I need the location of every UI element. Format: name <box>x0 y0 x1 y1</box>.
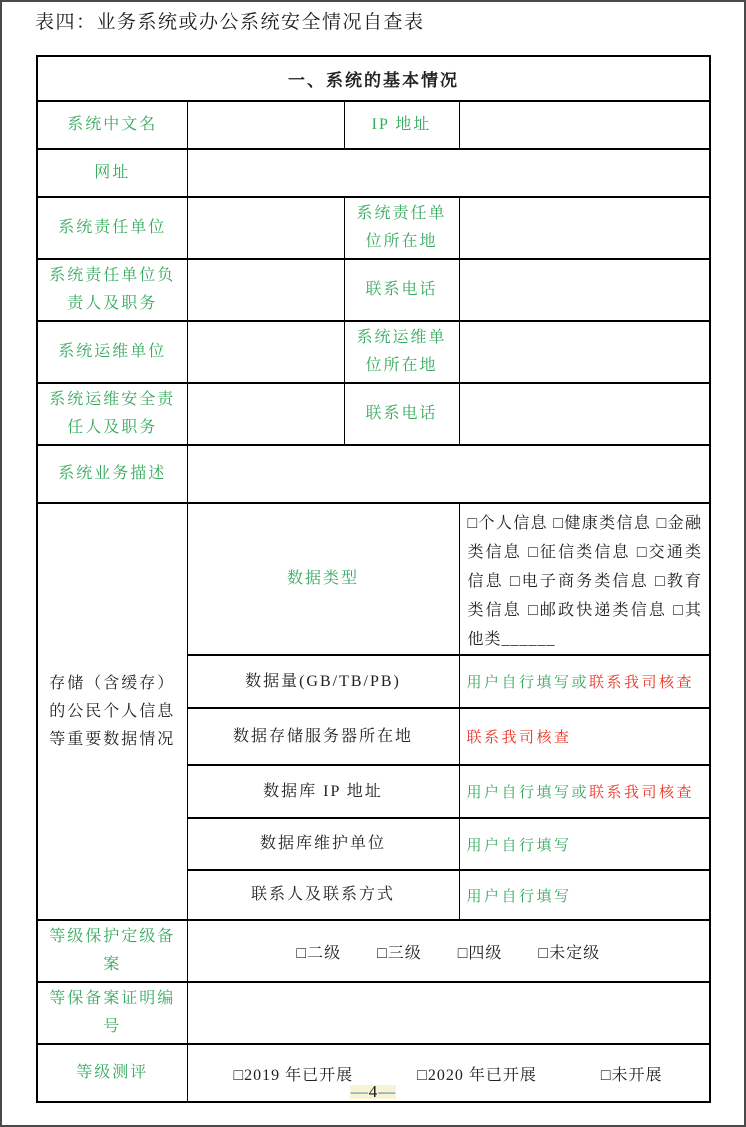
system-cn-name-input-cell[interactable] <box>187 101 344 149</box>
mlps-filing-options-cell <box>187 920 710 982</box>
note-contact-us-to-verify: 联系我司核查 <box>589 675 695 691</box>
label-contact-person: 联系人及联系方式 <box>187 870 459 920</box>
document-title: 表四：业务系统或办公系统安全情况自查表 <box>35 12 425 33</box>
ip-address-input-cell[interactable] <box>459 101 710 149</box>
label-system-cn-name: 系统中文名 <box>37 101 187 149</box>
label-database-maintenance-unit: 数据库维护单位 <box>187 818 459 870</box>
contact-phone-2-input-cell[interactable] <box>459 383 710 445</box>
note-fill-by-user: 用户自行填写 <box>466 888 572 905</box>
label-responsible-person: 系统责任单位负责人及职务 <box>37 259 187 321</box>
checkbox-option-not-started[interactable]: □未开展 <box>600 1066 663 1084</box>
label-data-volume: 数据量(GB/TB/PB) <box>187 655 459 708</box>
page-number-badge <box>350 1082 397 1101</box>
note-fill-by-user: 用户自行填写或 <box>466 675 590 691</box>
label-responsible-unit-location: 系统责任单位所在地 <box>344 197 459 259</box>
label-contact-phone: 联系电话 <box>344 259 459 321</box>
checkbox-option-2020-done[interactable]: □2020 年已开展 <box>417 1066 537 1084</box>
contact-phone-input-cell[interactable] <box>459 259 710 321</box>
responsible-person-input-cell[interactable] <box>187 259 344 321</box>
database-ip-value-cell[interactable] <box>459 765 710 818</box>
note-contact-us-to-verify: 联系我司核查 <box>466 730 572 746</box>
note-contact-us-to-verify: 联系我司核查 <box>589 785 695 801</box>
label-database-ip: 数据库 IP 地址 <box>187 765 459 818</box>
section-header: 一、系统的基本情况 <box>37 56 710 101</box>
footer-right-dash: — <box>378 1082 396 1101</box>
checkbox-option-level4[interactable]: □四级 <box>457 944 503 962</box>
note-fill-by-user: 用户自行填写 <box>466 837 572 854</box>
contact-person-value-cell[interactable] <box>459 870 710 920</box>
business-description-input-cell[interactable] <box>187 445 710 503</box>
ops-security-person-input-cell[interactable] <box>187 383 344 445</box>
label-ops-security-person: 系统运维安全责任人及职务 <box>37 383 187 445</box>
label-contact-phone-2: 联系电话 <box>344 383 459 445</box>
ops-unit-location-input-cell[interactable] <box>459 321 710 383</box>
storage-server-location-value-cell[interactable] <box>459 708 710 765</box>
label-ip-address: IP 地址 <box>344 101 459 149</box>
mlps-certificate-number-input-cell[interactable] <box>187 982 710 1044</box>
label-storage-data-section: 存储（含缓存）的公民个人信息等重要数据情况 <box>37 503 187 920</box>
label-responsible-unit: 系统责任单位 <box>37 197 187 259</box>
label-ops-unit: 系统运维单位 <box>37 321 187 383</box>
label-data-type: 数据类型 <box>187 503 459 655</box>
footer-left-dash: — <box>350 1082 368 1101</box>
label-mlps-evaluation: 等级测评 <box>37 1044 187 1102</box>
database-maintenance-unit-value-cell[interactable] <box>459 818 710 870</box>
label-mlps-filing: 等级保护定级备案 <box>37 920 187 982</box>
responsible-unit-input-cell[interactable] <box>187 197 344 259</box>
website-input-cell[interactable] <box>187 149 710 197</box>
ops-unit-input-cell[interactable] <box>187 321 344 383</box>
label-storage-server-location: 数据存储服务器所在地 <box>187 708 459 765</box>
checkbox-option-2019-done[interactable]: □2019 年已开展 <box>233 1066 354 1084</box>
data-type-checkbox-group[interactable]: □个人信息 □健康类信息 □金融类信息 □征信类信息 □交通类信息 □电子商务类信息 □教育类信息 □邮政快递类信息 □其他类______ <box>459 503 710 655</box>
data-volume-value-cell[interactable] <box>459 655 710 708</box>
page-footer <box>0 1082 746 1102</box>
label-website: 网址 <box>37 149 187 197</box>
label-ops-unit-location: 系统运维单位所在地 <box>344 321 459 383</box>
page-number: 4 <box>368 1082 378 1101</box>
label-mlps-certificate-number: 等保备案证明编号 <box>37 982 187 1044</box>
checkbox-option-level2[interactable]: □二级 <box>296 944 342 962</box>
label-business-description: 系统业务描述 <box>37 445 187 503</box>
self-check-form-table <box>36 55 711 1103</box>
checkbox-option-ungraded[interactable]: □未定级 <box>538 944 601 962</box>
note-fill-by-user: 用户自行填写或 <box>466 785 590 801</box>
checkbox-option-level3[interactable]: □三级 <box>377 944 422 962</box>
responsible-unit-location-input-cell[interactable] <box>459 197 710 259</box>
